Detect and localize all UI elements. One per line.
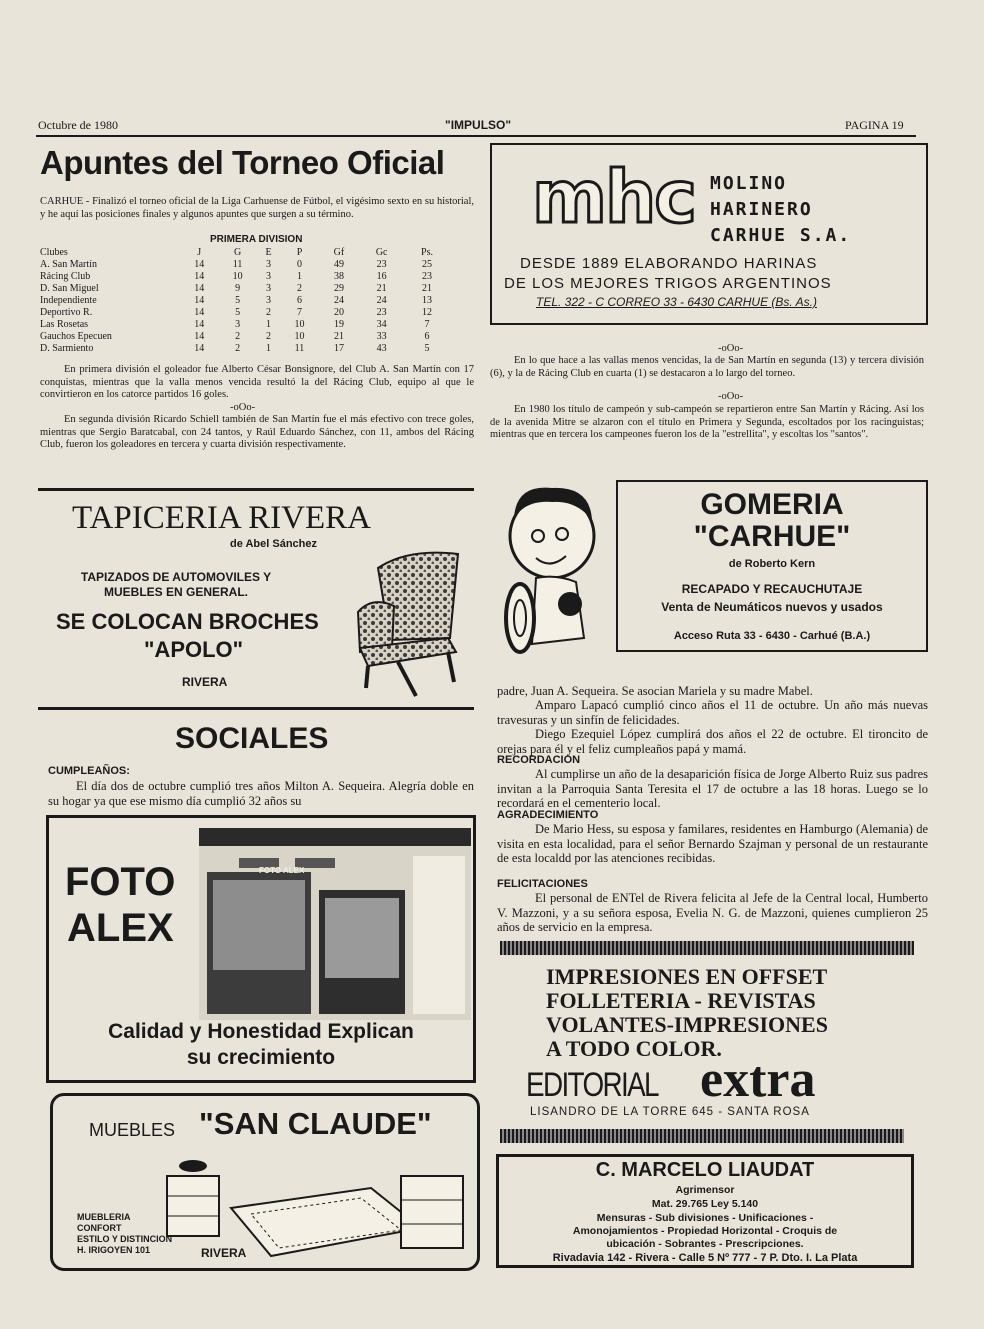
table-cell: 11 xyxy=(294,343,305,354)
table-cell: 14 xyxy=(194,259,205,270)
table-cell: 7 xyxy=(296,307,302,318)
liaudat-address: Rivadavia 142 - Rivera - Calle 5 Nº 777 - 7 P. Dto. I. La Plata xyxy=(552,1252,858,1264)
table-cell: 25 xyxy=(422,259,433,270)
column-header: P xyxy=(296,247,303,258)
foto-alex-slogan-1: Calidad y Honestidad Explican xyxy=(108,1020,414,1043)
table-cell: D. Sarmiento xyxy=(40,343,94,354)
table-cell: 7 xyxy=(424,319,430,330)
extra-line-3: VOLANTES-IMPRESIONES xyxy=(546,1012,828,1037)
table-cell: A. San Martín xyxy=(40,259,97,270)
tapiceria-big-2: "APOLO" xyxy=(144,637,244,662)
table-cell: 3 xyxy=(266,295,272,306)
gomeria-ad xyxy=(616,480,928,652)
gomeria-line-2: Venta de Neumáticos nuevos y usados xyxy=(661,600,883,614)
storefront-photo xyxy=(199,828,471,1020)
mhc-ad xyxy=(490,143,928,325)
stripe-border xyxy=(500,941,914,955)
table-cell: 10 xyxy=(294,319,305,330)
mhc-name-1: MOLINO xyxy=(710,173,788,194)
mhc-line-1: DESDE 1889 ELABORANDO HARINAS xyxy=(520,255,818,272)
sociales-cont-1: padre, Juan A. Sequeira. Se asocian Mariela y su madre Mabel. xyxy=(497,684,813,698)
muebles-tag-4: H. IRIGOYEN 101 xyxy=(77,1245,151,1255)
tapiceria-place: RIVERA xyxy=(182,675,228,689)
table-cell: 9 xyxy=(235,283,241,294)
mascot-illustration xyxy=(496,478,626,668)
table-cell: 21 xyxy=(422,283,433,294)
mhc-line-2: DE LOS MEJORES TRIGOS ARGENTINOS xyxy=(504,275,832,292)
table-cell: 6 xyxy=(424,331,430,342)
paper-name: "IMPULSO" xyxy=(445,118,512,132)
table-cell: Gauchos Epecuen xyxy=(40,331,112,342)
table-row xyxy=(40,283,450,295)
liaudat-line-1: Mensuras - Sub divisiones - Unificaciones - xyxy=(596,1212,814,1224)
table-cell: 21 xyxy=(333,331,344,342)
gomeria-title-1: GOMERIA xyxy=(700,488,844,521)
recordacion-heading: RECORDACION xyxy=(497,754,581,766)
table-cell: 29 xyxy=(333,283,344,294)
table-cell: 2 xyxy=(235,331,241,342)
column-header: E xyxy=(265,247,272,258)
mhc-line-3: TEL. 322 - C CORREO 33 - 6430 CARHUE (Bs. As.) xyxy=(536,295,817,309)
article-p4: En 1980 los título de campeón y sub-campeón se repartieron entre San Martín y Rácing. Así los de la avenida Mitre se alzaron con el título en Primera y Segunda, escoltados por los racinguistas; mientras que en tercera los campeones fueron los de la "estrellita", y escoltas los "santos". xyxy=(490,404,924,440)
table-cell: 24 xyxy=(376,295,387,306)
table-cell: Deportivo R. xyxy=(40,307,93,318)
agradecimiento-text: De Mario Hess, su esposa y familares, residentes en Hamburgo (Alemania) de visita en esta localidad, para el señor Bernardo Szajman y personal de un restaurante de esta localdd por las atenciones recibidas. xyxy=(497,822,928,865)
table-cell: 2 xyxy=(235,343,241,354)
table-cell: Rácing Club xyxy=(40,271,91,282)
table-cell: 10 xyxy=(294,331,305,342)
tapiceria-line-2: MUEBLES EN GENERAL. xyxy=(103,585,248,599)
foto-alex-ad xyxy=(46,815,476,1083)
table-cell: 14 xyxy=(194,283,205,294)
table-row xyxy=(40,343,450,355)
table-cell: 19 xyxy=(333,319,344,330)
table-cell: 49 xyxy=(333,259,344,270)
table-cell: 14 xyxy=(194,331,205,342)
section-rule xyxy=(38,707,474,710)
table-row xyxy=(40,331,450,343)
table-row xyxy=(40,259,450,271)
table-cell: 3 xyxy=(266,283,272,294)
article-intro: CARHUE - Finalizó el torneo oficial de la Liga Carhuense de Fútbol, el vigésimo sexto en su historial, y he aquí las posiciones finales y algunos apuntes que surgen a su término. xyxy=(40,196,474,220)
column-header: Gf xyxy=(333,247,345,258)
table-cell: 14 xyxy=(194,319,205,330)
table-cell: 38 xyxy=(333,271,344,282)
column-header: Gc xyxy=(375,247,388,258)
table-cell: 16 xyxy=(376,271,387,282)
table-cell: 23 xyxy=(376,259,387,270)
table-cell: 21 xyxy=(376,283,387,294)
table-cell: 24 xyxy=(333,295,344,306)
column-header: J xyxy=(197,247,202,258)
column-header: Clubes xyxy=(40,247,68,258)
table-cell: 23 xyxy=(376,307,387,318)
separator: -oOo- xyxy=(718,391,744,402)
extra-brand-2: extra xyxy=(700,1051,816,1108)
muebles-ad xyxy=(50,1093,480,1271)
table-cell: Las Rosetas xyxy=(40,319,89,330)
table-cell: 3 xyxy=(266,271,272,282)
table-cell: 1 xyxy=(266,319,272,330)
cumpleanos-heading: CUMPLEAÑOS: xyxy=(48,765,130,777)
sociales-cont-2: Amparo Lapacó cumplió cinco años el 11 de octubre. Un año más nuevas travesuras y un sinfín de felicidades. xyxy=(497,698,928,727)
table-cell: 11 xyxy=(232,259,243,270)
mhc-logo: mhc xyxy=(532,155,695,239)
gomeria-line-1: RECAPADO Y RECAUCHUTAJE xyxy=(681,582,863,596)
sociales-cont-3: Diego Ezequiel López cumplirá dos años el 22 de octubre. El tironcito de orejas para él y el feliz cumpleaños papá y mamá. xyxy=(497,727,928,756)
table-cell: 5 xyxy=(235,307,241,318)
extra-address: LISANDRO DE LA TORRE 645 - SANTA ROSA xyxy=(530,1106,810,1118)
liaudat-name: C. MARCELO LIAUDAT xyxy=(595,1159,815,1181)
header-rule xyxy=(36,135,916,137)
gomeria-owner: de Roberto Kern xyxy=(728,558,816,570)
section-rule xyxy=(38,488,474,491)
foto-alex-name-1: FOTO xyxy=(65,860,176,904)
liaudat-mat: Mat. 29.765 Ley 5.140 xyxy=(651,1198,759,1210)
stripe-border xyxy=(500,1129,904,1143)
table-cell: 34 xyxy=(376,319,387,330)
table-row xyxy=(40,319,450,331)
muebles-tag-2: CONFORT xyxy=(77,1223,122,1233)
table-cell: 14 xyxy=(194,307,205,318)
table-row xyxy=(40,307,450,319)
table-cell: 14 xyxy=(194,271,205,282)
tapiceria-title: TAPICERIA RIVERA xyxy=(72,500,371,536)
table-cell: 2 xyxy=(266,331,272,342)
extra-line-4: A TODO COLOR. xyxy=(546,1036,722,1061)
table-title: PRIMERA DIVISION xyxy=(210,234,303,245)
table-cell: 5 xyxy=(424,343,430,354)
table-cell: 12 xyxy=(422,307,433,318)
tapiceria-line-1: TAPIZADOS DE AUTOMOVILES Y xyxy=(80,570,272,584)
felicitaciones-heading: FELICITACIONES xyxy=(497,878,588,890)
table-cell: 6 xyxy=(296,295,302,306)
liaudat-ad xyxy=(496,1154,914,1268)
standings-table xyxy=(40,247,450,355)
page-number: PAGINA 19 xyxy=(845,118,904,132)
muebles-tag-1: MUEBLERIA xyxy=(77,1212,131,1222)
table-cell: 1 xyxy=(266,343,272,354)
table-cell: Independiente xyxy=(40,295,97,306)
table-cell: D. San Miguel xyxy=(40,283,99,294)
table-cell: 3 xyxy=(266,259,272,270)
table-cell: 43 xyxy=(376,343,387,354)
table-cell: 0 xyxy=(296,259,302,270)
foto-alex-name-2: ALEX xyxy=(67,906,174,950)
foto-alex-slogan-2: su crecimiento xyxy=(186,1046,336,1069)
tapiceria-owner: de Abel Sánchez xyxy=(230,538,318,550)
column-header: G xyxy=(233,247,242,258)
column-header: Ps. xyxy=(421,247,433,258)
armchair-illustration xyxy=(338,548,470,700)
storefront-sign: FOTO ALEX xyxy=(259,866,305,875)
liaudat-title: Agrimensor xyxy=(675,1184,735,1196)
separator: -oOo- xyxy=(718,343,744,354)
table-row xyxy=(40,295,450,307)
muebles-prefix: MUEBLES xyxy=(89,1120,176,1140)
sociales-title: SOCIALES xyxy=(175,722,329,755)
table-cell: 10 xyxy=(232,271,243,282)
extra-brand-1: EDITORIAL xyxy=(526,1066,658,1104)
article-p2: En segunda división Ricardo Schiell también de San Martín fue el más efectivo con trece goles, mientras que Sergio Baratcabal, con 24 tantos, y Raúl Eduardo Sánchez, con 11, ambos del Rácing Club, fueron los goleadores en tercera y cuarta división respectivamente. xyxy=(40,414,474,450)
muebles-place: RIVERA xyxy=(201,1246,247,1260)
table-cell: 13 xyxy=(422,295,433,306)
tapiceria-big-1: SE COLOCAN BROCHES xyxy=(56,609,319,634)
table-header-row xyxy=(40,247,450,259)
muebles-tag-3: ESTILO Y DISTINCION xyxy=(77,1234,173,1244)
table-cell: 14 xyxy=(194,295,205,306)
table-cell: 5 xyxy=(235,295,241,306)
table-cell: 20 xyxy=(333,307,344,318)
table-cell: 2 xyxy=(296,283,302,294)
table-cell: 33 xyxy=(376,331,387,342)
recordacion-text: Al cumplirse un año de la desaparición física de Jorge Alberto Ruiz sus padres invitan a la Parroquia Santa Teresita el 17 de octubre a las 18 horas. Luego se lo recordará en el cementerio local. xyxy=(497,767,928,810)
table-cell: 3 xyxy=(235,319,241,330)
muebles-name: "SAN CLAUDE" xyxy=(199,1106,432,1141)
separator: -oOo- xyxy=(230,402,256,413)
table-cell: 17 xyxy=(333,343,344,354)
article-p1: En primera división el goleador fue Alberto César Bonsignore, del Club A. San Martín con 17 conquistas, mientras que la valla menos vencida resultó la del Rácing Club, equipo al que le convirtieron en los catorce partidos 16 goles. xyxy=(40,364,474,400)
table-cell: 1 xyxy=(296,271,302,282)
liaudat-line-2: Amonojamientos - Propiedad Horizontal - Croquis de xyxy=(572,1225,838,1237)
extra-line-2: FOLLETERIA - REVISTAS xyxy=(546,988,816,1013)
gomeria-address: Acceso Ruta 33 - 6430 - Carhué (B.A.) xyxy=(673,630,871,642)
issue-date: Octubre de 1980 xyxy=(38,118,118,132)
gomeria-title-2: "CARHUE" xyxy=(693,520,851,553)
table-row xyxy=(40,271,450,283)
extra-line-1: IMPRESIONES EN OFFSET xyxy=(546,964,828,989)
mhc-name-3: CARHUE S.A. xyxy=(710,225,852,246)
table-cell: 23 xyxy=(422,271,433,282)
table-cell: 2 xyxy=(266,307,272,318)
liaudat-line-3: ubicación - Sobrantes - Prescripciones. xyxy=(606,1238,804,1250)
article-p3: En lo que hace a las vallas menos vencidas, la de San Martín en segunda (13) y tercera división (6), y la de Rácing Club en cuarta (1) se destacaron a lo largo del torneo. xyxy=(490,355,924,379)
cumpleanos-text: El día dos de octubre cumplió tres años Milton A. Sequeira. Alegría doble en su hogar ya que ese mismo día cumplió 32 años su xyxy=(48,779,474,808)
agradecimiento-heading: AGRADECIMIENTO xyxy=(497,809,599,821)
table-cell: 14 xyxy=(194,343,205,354)
article-title: Apuntes del Torneo Oficial xyxy=(40,144,445,181)
felicitaciones-text: El personal de ENTel de Rivera felicita al Jefe de la Central local, Humberto V. Mazzoni, y a su señora esposa, Evelia N. G. de Mazzoni, quienes cumplieron 25 años de servicio en la empresa. xyxy=(497,891,928,934)
mhc-name-2: HARINERO xyxy=(710,199,813,220)
